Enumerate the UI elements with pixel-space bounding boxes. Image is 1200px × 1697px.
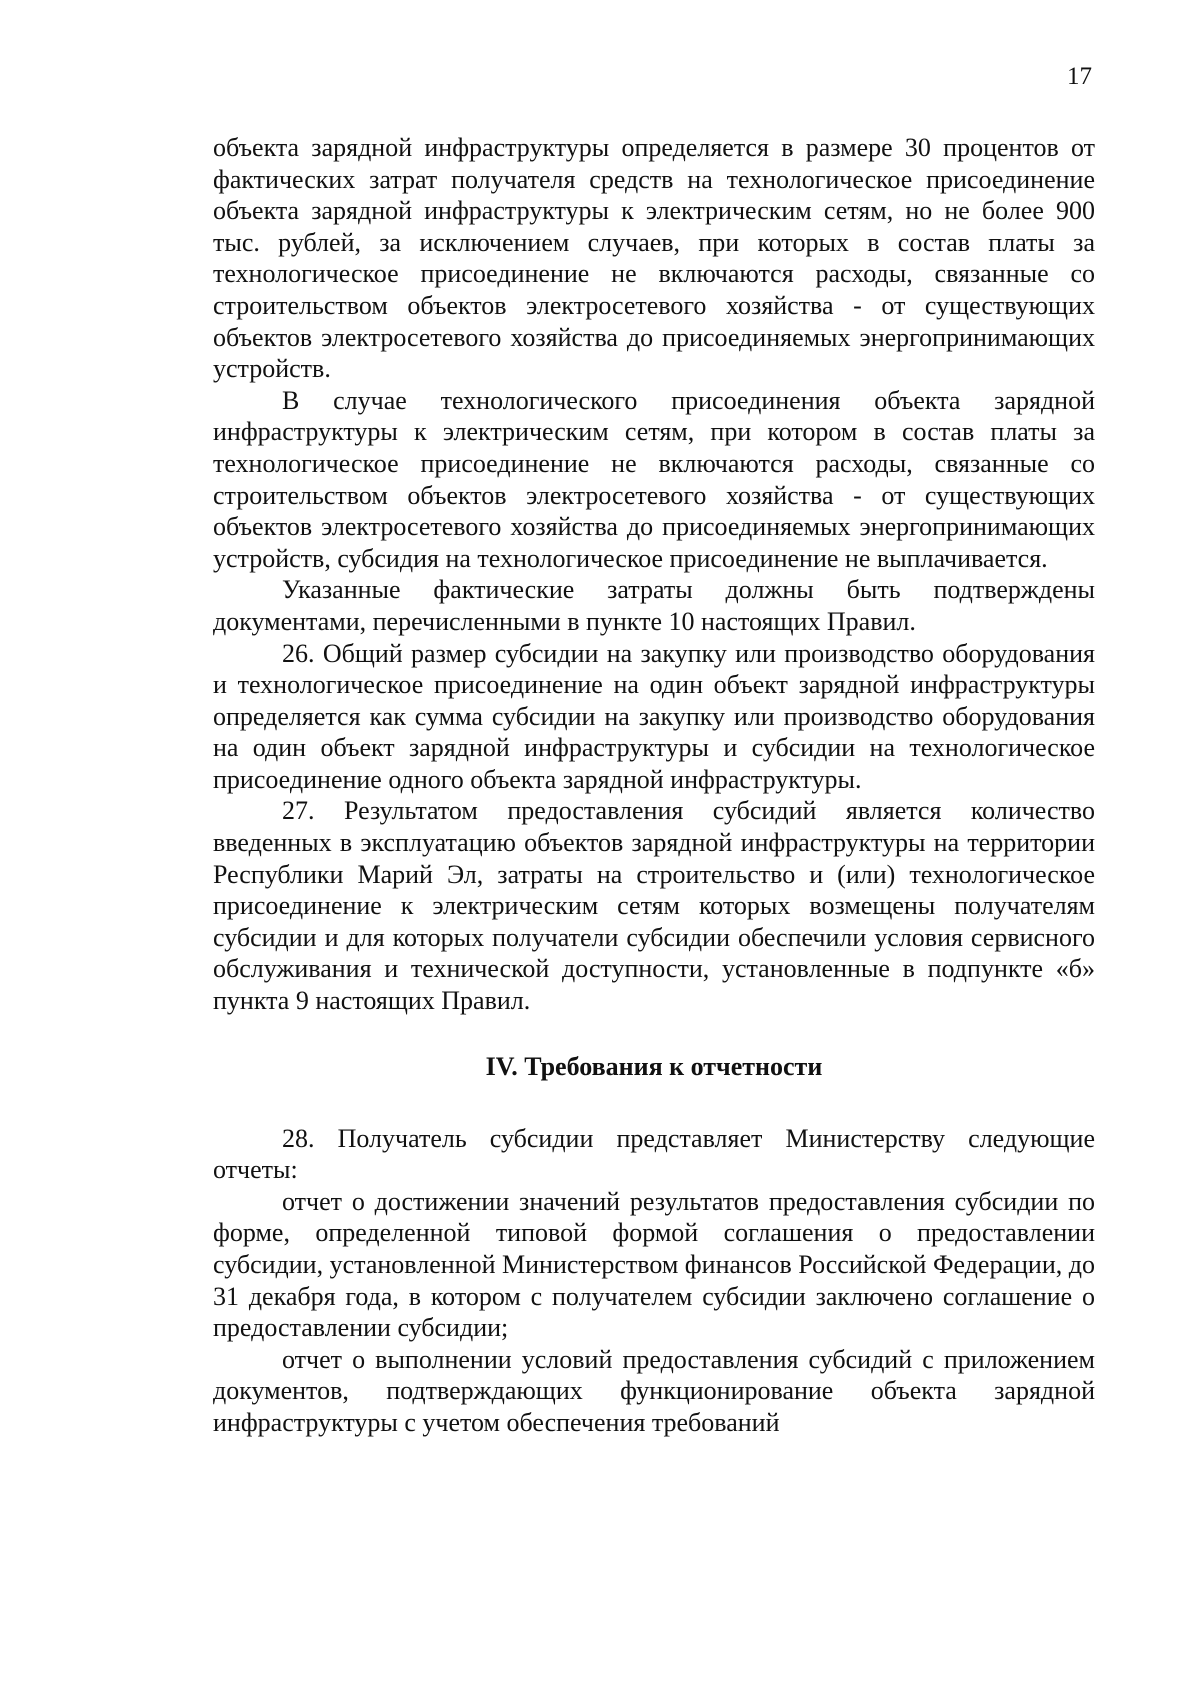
paragraph-report-conditions: отчет о выполнении условий предоставления субсидий с приложением документов, подтверждающих функционирование объекта зарядной инфраструктуры с учетом обеспечения требований [213,1344,1095,1437]
paragraph-actual-costs: Указанные фактические затраты должны быть подтверждены документами, перечисленными в пункте 10 настоящих Правил. [213,575,1095,636]
paragraph-28: 28. Получатель субсидии представляет Министерству следующие отчеты: [213,1123,1095,1185]
paragraph-tech-connection: В случае технологического присоединения объекта зарядной инфраструктуры к электрическим сетям, при котором в состав платы за технологическое присоединение не включаются расходы, связанные со строительством объектов электросетевого хозяйства - от существующих объектов электросетевого хозяйства до присоединяемых энергопринимающих устройств, субсидия на технологическое присоединение не выплачивается. [213,385,1095,573]
document-body [213,132,1095,1439]
paragraph-27: 27. Результатом предоставления субсидий является количество введенных в эксплуатацию объектов зарядной инфраструктуры на территории Республики Марий Эл, затраты на строительство и (или) технологическое присоединение к электрическим сетям которых возмещены получателям субсидии и для которых получатели субсидии обеспечили условия сервисного обслуживания и технической доступности, установленные в подпункте «б» пункта 9 настоящих Правил. [213,796,1095,1016]
section-heading: IV. Требования к отчетности [485,1051,823,1081]
paragraph-report-results: отчет о достижении значений результатов предоставления субсидии по форме, определенной типовой формой соглашения о предоставлении субсидии, установленной Министерством финансов Российской Федерации, до 31 декабря года, в котором с получателем субсидии заключено соглашение о предоставлении субсидии; [213,1186,1095,1343]
paragraph-26: 26. Общий размер субсидии на закупку или производство оборудования и технологическое присоединение на один объект зарядной инфраструктуры определяется как сумма субсидии на закупку или производство оборудования на один объект зарядной инфраструктуры и субсидии на технологическое присоединение одного объекта зарядной инфраструктуры. [213,638,1095,794]
paragraph-continuation: объекта зарядной инфраструктуры определяется в размере 30 процентов от фактических затрат получателя средств на технологическое присоединение объекта зарядной инфраструктуры к электрическим сетям, но не более 900 тыс. рублей, за исключением случаев, при которых в состав платы за технологическое присоединение не включаются расходы, связанные со строительством объектов электросетевого хозяйства - от существующих объектов электросетевого хозяйства до присоединяемых энергопринимающих устройств. [213,133,1095,384]
page-number: 17 [1067,63,1092,90]
